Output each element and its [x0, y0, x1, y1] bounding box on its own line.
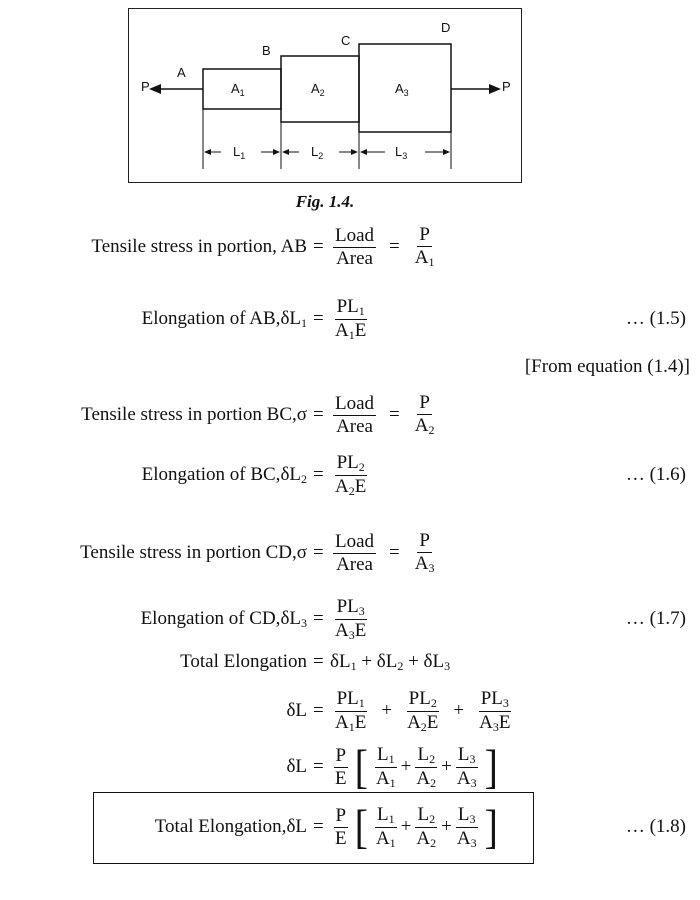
equals-sign: = [313, 236, 324, 257]
eq-row-tensile-bc [0, 386, 700, 444]
point-label-c: C [341, 33, 351, 48]
eq-rhs: $\frac{\text{Load}}{\text{Area}}$ = $\frac{P}{A_1}$ [335, 224, 435, 270]
eq-row-elongation-ab [0, 290, 700, 348]
point-label-b: B [262, 43, 271, 58]
eq-lhs: Tensile stress in portion BC, σ [81, 404, 307, 425]
eq-rhs: $\frac{P}{E}$ [ $\frac{L_1}{A_1}$ + $\frac{L_2}{A_2}$ + $\frac{L_3}{A_3}$ ] [335, 739, 498, 794]
equation-number: … (1.8) [625, 816, 686, 837]
equals-sign: = [313, 308, 324, 329]
equals-sign: = [313, 756, 324, 777]
eq-rhs: $\frac{\text{Load}}{\text{Area}}$ = $\frac{P}{A_2}$ [335, 392, 435, 438]
point-label-a: A [177, 65, 186, 80]
eq-rhs: $\delta L_1 + \delta L_2 + \delta L_3$ [330, 650, 451, 673]
eq-lhs: Total Elongation [180, 651, 307, 672]
eq-row-tensile-cd [0, 524, 700, 582]
eq-lhs: δ L [286, 756, 307, 777]
eq-lhs: Tensile stress in portion, AB [91, 236, 307, 257]
length-label-l1: $L_1$ [233, 144, 246, 161]
eq-lhs: δ L [286, 700, 307, 721]
eq-rhs: $\frac{PL_1}{A_1E}$ + $\frac{PL_2}{A_2E}$ + $\frac{PL_3}{A_3E}$ [335, 687, 511, 734]
length-label-l2: $L_2$ [311, 144, 324, 161]
equals-sign: = [313, 651, 324, 672]
eq-rhs: $\frac{PL_3}{A_3E}$ [335, 595, 367, 642]
load-label-left: P [141, 79, 150, 94]
figure-bar-diagram [128, 8, 522, 183]
eq-row-elongation-cd [0, 590, 700, 648]
eq-lhs: Elongation of CD, δ $L_3$ [140, 607, 307, 630]
area-label-a3: $A_3$ [395, 81, 409, 98]
load-label-right: P [502, 79, 511, 94]
equation-number: … (1.6) [625, 464, 686, 485]
length-label-l3: $L_3$ [395, 144, 408, 161]
equals-sign: = [313, 542, 324, 563]
eq-row-total-boxed [0, 798, 700, 856]
eq-row-total-sum [0, 642, 700, 682]
equals-sign: = [313, 816, 324, 837]
eq-rhs: $\frac{PL_2}{A_2E}$ [335, 451, 367, 498]
equation-number: … (1.7) [625, 608, 686, 629]
equation-number: … (1.5) [625, 308, 686, 329]
eq-lhs: Tensile stress in portion CD, σ [80, 542, 307, 563]
figure-caption: Fig. 1.4. [295, 192, 355, 211]
eq-lhs: Total Elongation, δ L [154, 816, 307, 837]
eq-lhs: Elongation of AB, δ $L_1$ [141, 307, 307, 330]
eq-row-delta-l-fractions [0, 682, 700, 740]
eq-row-elongation-bc [0, 446, 700, 504]
equals-sign: = [313, 464, 324, 485]
reference-note: [From equation (1.4)] [524, 356, 690, 377]
equals-sign: = [313, 608, 324, 629]
area-label-a1: $A_1$ [231, 81, 245, 98]
point-label-d: D [441, 20, 451, 35]
eq-rhs: $\frac{PL_1}{A_1E}$ [335, 295, 367, 342]
eq-rhs: $\frac{\text{Load}}{\text{Area}}$ = $\frac{P}{A_3}$ [335, 530, 435, 576]
eq-row-delta-l-factored [0, 738, 700, 796]
area-label-a2: $A_2$ [311, 81, 325, 98]
equals-sign: = [313, 700, 324, 721]
equals-sign: = [313, 404, 324, 425]
eq-rhs: $\frac{P}{E}$ [ $\frac{L_1}{A_1}$ + $\frac{L_2}{A_2}$ + $\frac{L_3}{A_3}$ ] [335, 799, 498, 854]
eq-lhs: Elongation of BC, δ $L_2$ [141, 463, 307, 486]
eq-row-tensile-ab [0, 218, 700, 276]
